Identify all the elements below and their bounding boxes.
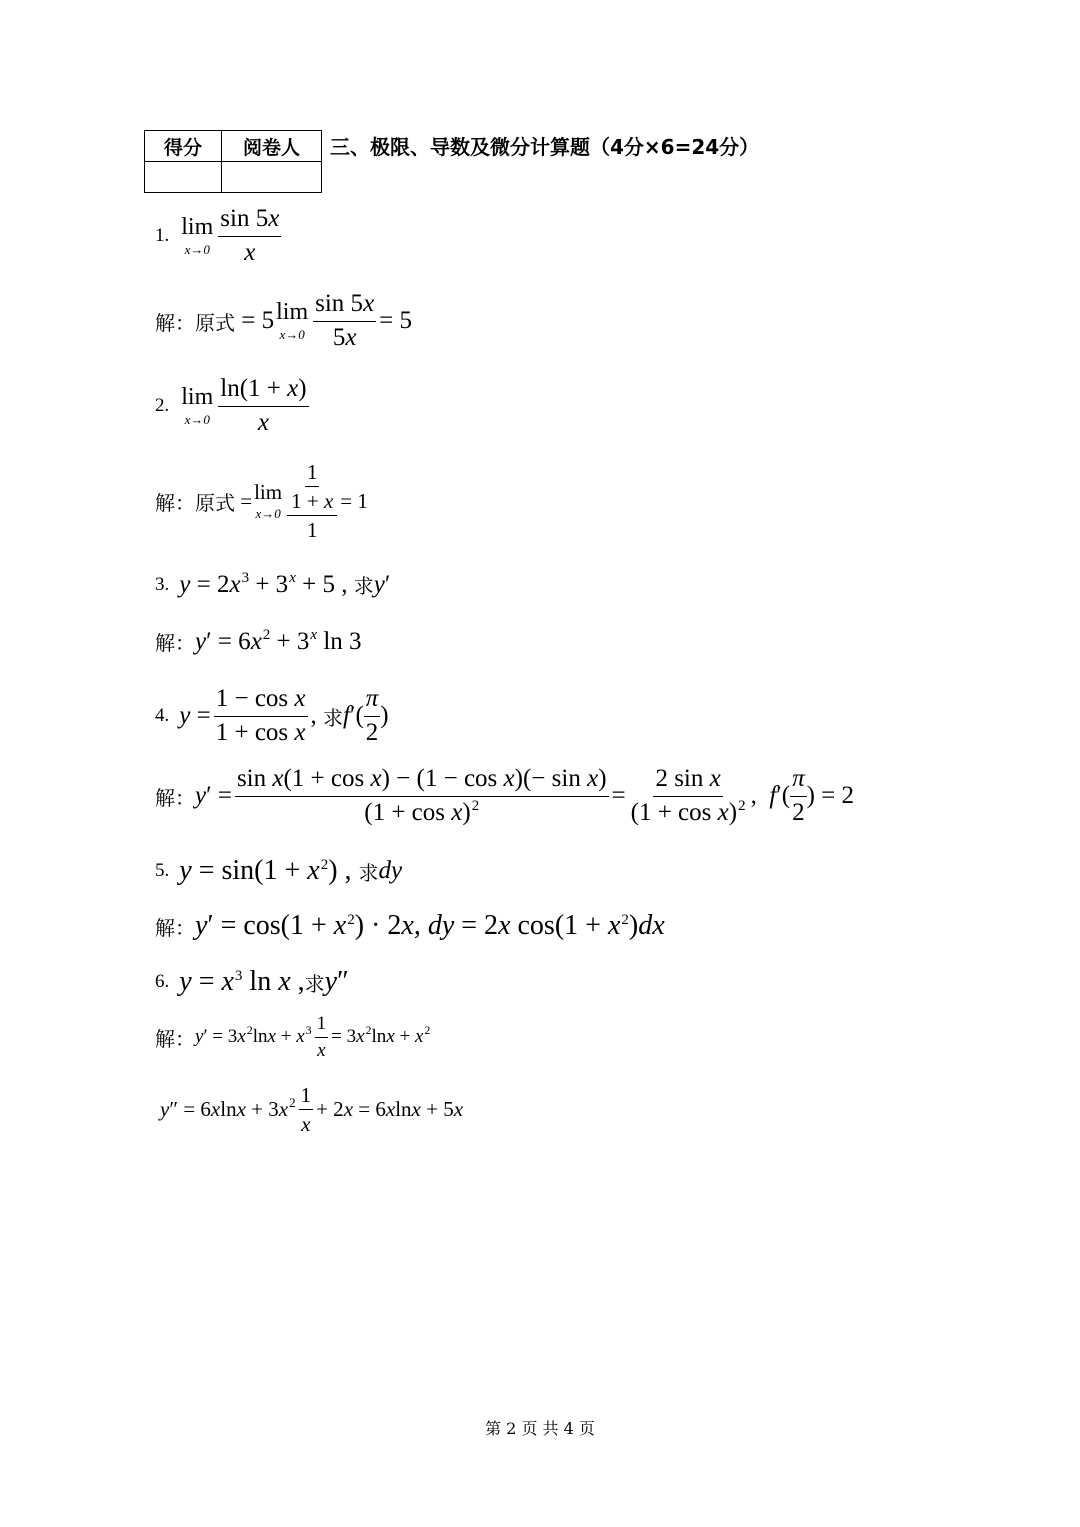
fraction: $\frac{\sin 5x}{5x}$	[315, 290, 375, 351]
limit-operator: lim x→0	[181, 214, 214, 258]
fraction: $\frac{\text{1 − cos x}}{\text{1 + cos x}}$	[215, 685, 306, 746]
compound-fraction: $\frac{\frac{1}{1 + x}}{1}$	[287, 460, 337, 542]
grader-header: 阅卷人	[222, 131, 322, 162]
problem-number: 3.	[155, 573, 170, 595]
problem-2	[155, 375, 312, 438]
solution-label: 解：	[155, 785, 195, 810]
problem-6: 6. $y = x^3$ ln x , 求 y″	[155, 966, 349, 997]
limit-operator: lim x→0	[181, 384, 214, 428]
solution-label: 解：	[155, 310, 195, 335]
problem-number: 2.	[155, 395, 170, 417]
solution-2: 解： 原式 = lim x→0 $\frac{\frac{1}{1 + x}}{1}$ = 1	[155, 460, 368, 543]
problem-3: 3. $y = 2x^3 + 3^x + 5$ , 求 y′	[155, 569, 391, 598]
fraction: $\frac{\text{2 sin x}}{(1 + \cos x)^2}$	[630, 765, 746, 826]
solution-5: 解： $y' = \cos(1 + x^2) \cdot 2x$, dy = 2x $\cos(1 + x^2)dx$	[155, 910, 665, 941]
page-footer: 第 2 页 共 4 页	[485, 1419, 595, 1438]
solution-4: 解： y′ = $\frac{\text{sin x(1 + cos x) − (1 − cos x)(− sin x)}}{(1 + \cos x)^2}$ = $\frac{\text{2 sin x}}{(1 + \cos x)^2}$ , f′( $\frac{\pi}{2}$ ) = 2	[155, 765, 855, 826]
problem-1	[155, 205, 284, 268]
problem-4: 4. y = $\frac{\text{1 − cos x}}{\text{1 + cos x}}$ , 求 f′( $\frac{\pi}{2}$ )	[155, 685, 389, 746]
find-label: 求	[323, 705, 344, 730]
find-label: 求	[358, 860, 379, 885]
solution-6: 解： $y' = 3x^2\ln x + x^3$ $\frac{1}{x}$ = $3x^2\ln x + x^2$	[155, 1013, 431, 1061]
solution-1: 解： 原式 = 5 lim x→0 $\frac{\sin 5x}{5x}$ = 5	[155, 290, 413, 351]
fraction: $\frac{1}{x}$	[300, 1083, 312, 1137]
original-label: 原式	[195, 310, 235, 335]
fraction: $\frac{\text{sin x(1 + cos x) − (1 − cos x)(− sin x)}}{(1 + \cos x)^2}$	[236, 765, 607, 826]
score-table	[144, 130, 322, 193]
fraction: $\frac{\pi}{2}$	[792, 765, 805, 826]
solution-label: 解：	[155, 490, 195, 515]
score-cell	[145, 162, 222, 193]
limit-operator: lim x→0	[254, 479, 283, 521]
grader-cell	[222, 162, 322, 193]
solution-3: 解： $y' = 6x^2 + 3^x$ ln 3	[155, 626, 362, 655]
fraction: $\frac{\pi}{2}$	[365, 685, 379, 746]
solution-label: 解：	[155, 631, 195, 655]
problem-number: 4.	[155, 705, 170, 727]
problem-number: 1.	[155, 225, 170, 247]
solution-6-second-derivative: $y'' = 6xlnx + 3x^2$ $\frac{1}{x}$ + 2x = 6xlnx + 5x	[160, 1083, 464, 1137]
problem-number: 6.	[155, 971, 170, 992]
fraction: $\frac{\sin 5x}{x}$	[220, 205, 280, 266]
fraction: $\frac{\ln(1 + x)}{x}$	[220, 375, 307, 436]
fraction: $\frac{1}{x}$	[316, 1013, 327, 1061]
find-label: 求	[304, 971, 325, 996]
section-title: 三、极限、导数及微分计算题（4分×6=24分）	[330, 135, 760, 159]
solution-label: 解：	[155, 1026, 195, 1051]
solution-label: 解：	[155, 915, 195, 940]
problem-number: 5.	[155, 860, 170, 881]
problem-5: 5. $y = \sin(1 + x^2)$ , 求 dy	[155, 855, 403, 886]
original-label: 原式	[195, 490, 235, 515]
score-header: 得分	[145, 131, 222, 162]
find-label: 求	[353, 574, 374, 598]
limit-operator: lim x→0	[276, 299, 309, 343]
